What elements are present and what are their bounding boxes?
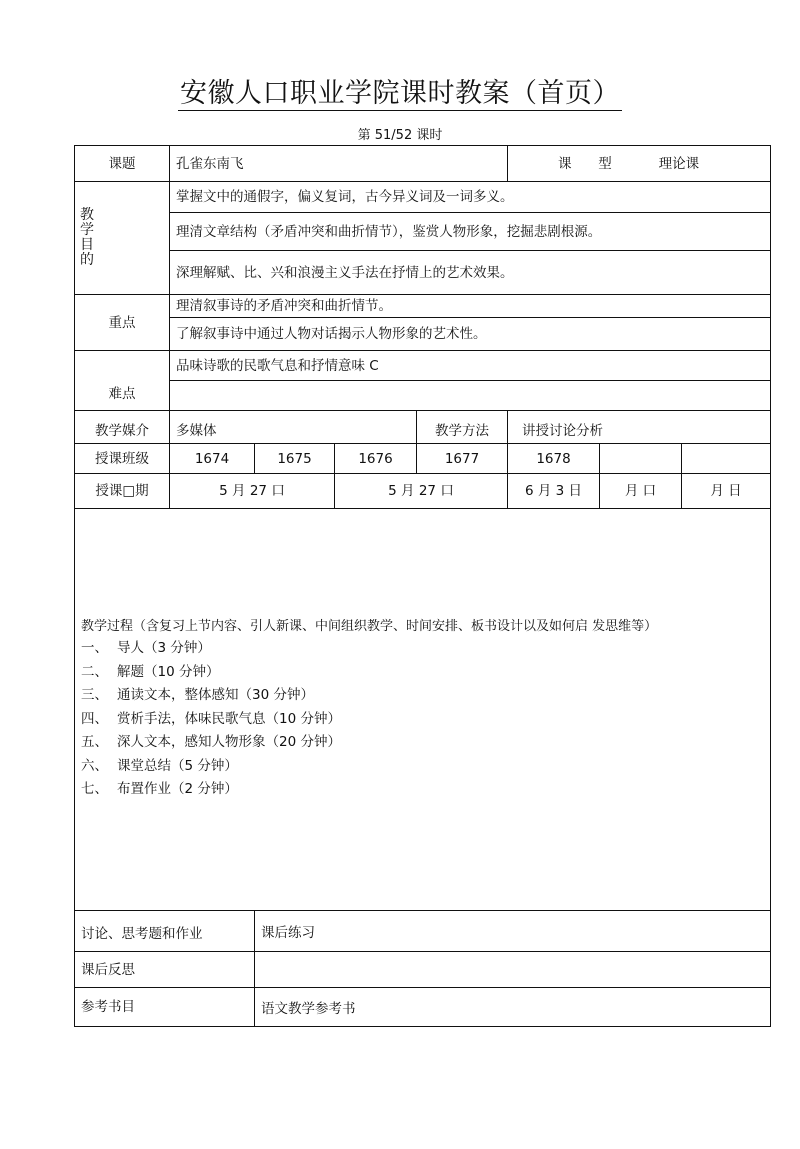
method-value: 讲授讨论分析 bbox=[508, 411, 771, 444]
lesson-plan-form bbox=[74, 145, 770, 1027]
date-cell: 5 月 27 口 bbox=[170, 474, 335, 509]
references-row bbox=[75, 988, 771, 1027]
lesson-type-value: 理论课 bbox=[658, 155, 700, 172]
process-step: 二、 解题（10 分钟） bbox=[81, 663, 220, 680]
difficulty-row bbox=[75, 381, 771, 411]
class-cell: 1674 bbox=[170, 444, 255, 474]
class-cell: 1676 bbox=[335, 444, 417, 474]
discussion-value: 课后练习 bbox=[255, 911, 771, 952]
class-cell bbox=[682, 444, 771, 474]
class-cell: 1677 bbox=[417, 444, 508, 474]
references-value: 语文教学参考书 bbox=[255, 988, 771, 1027]
classes-row bbox=[75, 444, 771, 474]
date-cell: 月 口 bbox=[600, 474, 682, 509]
process-cell bbox=[75, 509, 771, 911]
dates-label: 授课□期 bbox=[75, 474, 170, 509]
difficulty-item: 品味诗歌的民歌气息和抒情意味 C bbox=[170, 351, 771, 381]
key-point-item: 了解叙事诗中通过人物对话揭示人物形象的艺术性。 bbox=[170, 318, 771, 351]
difficulty-item bbox=[170, 381, 771, 411]
key-point-item: 理清叙事诗的矛盾冲突和曲折情节。 bbox=[170, 295, 771, 318]
objectives-label: 教学目的 bbox=[80, 206, 94, 268]
difficulty-row bbox=[75, 351, 771, 381]
topic-row bbox=[75, 146, 771, 182]
objective-item: 理清文章结构（矛盾冲突和曲折情节），鉴赏人物形象，挖掘悲剧根源。 bbox=[170, 213, 771, 251]
class-cell: 1675 bbox=[255, 444, 335, 474]
key-point-row bbox=[75, 295, 771, 318]
process-row bbox=[75, 509, 771, 911]
lesson-number: 第 51/52 课时 bbox=[357, 128, 443, 143]
date-cell: 月 日 bbox=[682, 474, 771, 509]
reflection-label: 课后反思 bbox=[75, 952, 255, 988]
process-steps bbox=[81, 637, 764, 802]
reflection-row bbox=[75, 952, 771, 988]
method-label: 教学方法 bbox=[417, 411, 508, 444]
objectives-label-cell bbox=[75, 182, 170, 295]
key-point-row bbox=[75, 318, 771, 351]
process-step: 六、 课堂总结（5 分钟） bbox=[81, 757, 238, 774]
type-label-2: 型 bbox=[598, 155, 612, 172]
objective-row bbox=[75, 251, 771, 295]
objective-row bbox=[75, 182, 771, 213]
discussion-label: 讨论、思考题和作业 bbox=[75, 911, 255, 952]
media-value: 多媒体 bbox=[170, 411, 417, 444]
process-step: 三、 通读文本，整体感知（30 分钟） bbox=[81, 687, 314, 704]
reflection-value bbox=[255, 952, 771, 988]
media-label: 教学媒介 bbox=[75, 411, 170, 444]
objective-item: 深理解赋、比、兴和浪漫主义手法在抒情上的艺术效果。 bbox=[170, 251, 771, 295]
type-label-1: 课 bbox=[558, 155, 572, 172]
key-points-label: 重点 bbox=[75, 295, 170, 351]
discussion-row bbox=[75, 911, 771, 952]
process-step: 七、 布置作业（2 分钟） bbox=[81, 781, 238, 798]
lesson-plan-table bbox=[74, 145, 771, 1027]
date-cell: 6 月 3 日 bbox=[508, 474, 600, 509]
process-heading: 教学过程（含复习上节内容、引人新课、中间组织教学、时间安排、板书设计以及如何启 发思维等） bbox=[81, 619, 658, 635]
class-cell bbox=[600, 444, 682, 474]
lesson-type-cell bbox=[508, 146, 771, 182]
process-step: 五、 深人文本，感知人物形象（20 分钟） bbox=[81, 734, 341, 751]
document-title: 安徽人口职业学院课时教案（首页） bbox=[180, 78, 620, 109]
dates-row bbox=[75, 474, 771, 509]
media-row bbox=[75, 411, 771, 444]
date-cell: 5 月 27 口 bbox=[335, 474, 508, 509]
process-step: 四、 赏析手法，体味民歌气息（10 分钟） bbox=[81, 710, 341, 727]
objective-row bbox=[75, 213, 771, 251]
classes-label: 授课班级 bbox=[75, 444, 170, 474]
difficulties-label: 难点 bbox=[75, 351, 170, 411]
process-step: 一、 导人（3 分钟） bbox=[81, 640, 211, 657]
objective-item: 掌握文中的通假字，偏义复词，古今异义词及一词多义。 bbox=[170, 182, 771, 213]
references-label: 参考书目 bbox=[75, 988, 255, 1027]
topic-value: 孔雀东南飞 bbox=[170, 146, 508, 182]
class-cell: 1678 bbox=[508, 444, 600, 474]
topic-label: 课题 bbox=[75, 146, 170, 182]
